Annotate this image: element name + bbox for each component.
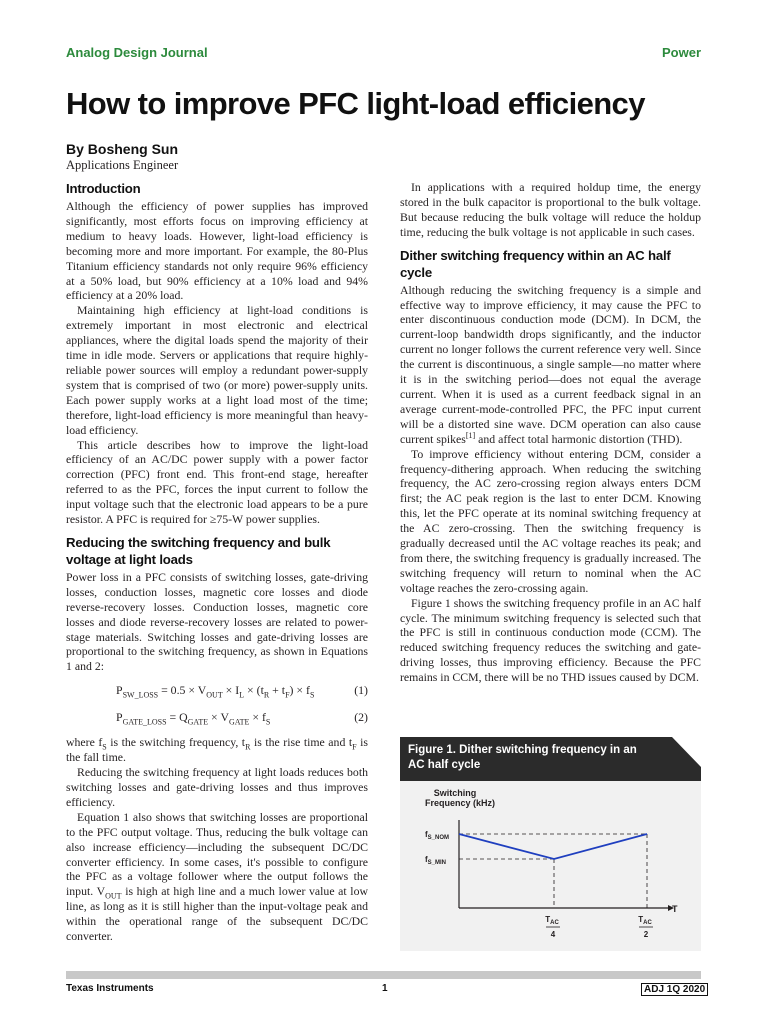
footer-company: Texas Instruments <box>66 983 154 994</box>
heading-dither: Dither switching frequency within an AC half cycle <box>400 247 671 280</box>
y-axis-label-line2: Frequency (kHz) <box>424 798 496 808</box>
author-role: Applications Engineer <box>66 158 179 172</box>
page-number: 1 <box>382 983 388 994</box>
y-axis-label-line1: Switching <box>433 788 477 798</box>
paragraph: This article describes how to improve the light-load efficiency of an AC/DC power supply with a power factor correction (PFC) front end. This front-end stage, hereafter referred to as the PFC, forces the input current to follow the input voltage such that the electronic load appears to be a pure resistor. A PFC is required for ≥75-W power supplies. <box>66 437 368 527</box>
figure-caption: Figure 1. Dither switching frequency in an AC half cycle <box>400 737 664 781</box>
column-left <box>66 180 368 944</box>
x-tick-tac-quarter-num: $T_{AC}$ <box>545 915 559 926</box>
article-title: How to improve PFC light-load efficiency <box>66 86 645 121</box>
frequency-profile-line <box>459 834 647 859</box>
equation-2: $P_{GATE\_LOSS} = Q_{GATE} \times V_{GATE} \times f_S$ (2) <box>116 710 368 727</box>
figure-1 <box>400 781 701 951</box>
x-tick-tac-quarter-den: 4 <box>550 930 556 939</box>
paragraph: where $f_S$ is the switching frequency, $t_R$ is the rise time and $t_F$ is the fall time. <box>66 735 368 765</box>
journal-name: Analog Design Journal <box>66 45 208 60</box>
paragraph: In applications with a required holdup time, the energy stored in the bulk capacitor is proportional to the bulk voltage. But because reducing the bulk voltage will reduce the holdup time, reducing the bulk voltage is not applicable in such cases. <box>400 180 701 239</box>
y-tick-fs-nom: $f_{S\_NOM}$ <box>425 830 450 841</box>
paragraph: Power loss in a PFC consists of switching losses, gate-driving losses, conduction losses, magnetic core losses and diode reverse-recovery losses. Conduction losses, magnetic core losses and diode reverse-recovery losses are related to power-stage materials. Switching losses and gate-driving losses are proportional to the switching frequency, as shown in Equations 1 and 2: <box>66 569 368 674</box>
section-name: Power <box>661 45 701 60</box>
caption-corner-decoration <box>664 737 701 781</box>
paragraph: Reducing the switching frequency at light loads reduces both switching losses and gate-driving losses and thus improves efficiency. <box>66 765 368 809</box>
paragraph: Maintaining high efficiency at light-load conditions is extremely important in most electronic and electrical appliances, where the digital loads spend the majority of their time in idle mode. Servers or applications that require highly-reliable power sources will employ a redundant power-supply system that is comprised of two (or more) power-supply units. Each power supply works at a light load most of the time; therefore, light-load efficiency is more meaningful than heavy-load efficiency. <box>66 303 368 437</box>
paragraph: Although the efficiency of power supplies has improved significantly, most efforts focus on improving efficiency at medium to heavy loads. However, light-load efficiency is becoming more and more important. For example, the 80-Plus Titanium efficiency standards not only require 96% efficiency at a 50% load, but 90% efficiency at a 10% load and 94% efficiency at a 20% load. <box>66 199 368 303</box>
paragraph: To improve efficiency without entering DCM, consider a frequency-dithering approach. When reducing the switching frequency, the AC zero-crossing region always enters DCM first; the AC peak region is the last to enter DCM. Knowing this, let the PFC operate at its nominal switching frequency at the AC zero-crossing. Then the switching frequency is gradually decreased until the AC voltage reaches its peak; and from there, the switching frequency is gradually increased. The switching frequency will return to nominal when the AC voltage reaches the zero-crossing again. <box>400 446 701 595</box>
heading-introduction: Introduction <box>66 181 141 196</box>
equation-number: (2) <box>354 710 368 725</box>
author-name: By Bosheng Sun <box>66 141 179 157</box>
x-axis-label: T <box>672 904 678 914</box>
reference-mark: [1] <box>465 430 476 440</box>
issue-label: ADJ 1Q 2020 <box>641 983 708 996</box>
heading-reducing: Reducing the switching frequency and bulk voltage at light loads <box>66 534 331 567</box>
equation-1: $P_{SW\_LOSS} = 0.5 \times V_{OUT} \times I_L \times (t_R + t_F) \times f_S$ (1) <box>116 683 368 700</box>
frequency-chart <box>400 781 701 951</box>
footer-bar <box>66 971 701 979</box>
x-tick-tac-half-den: 2 <box>643 930 649 939</box>
x-tick-tac-half-num: $T_{AC}$ <box>638 915 652 926</box>
paragraph: Although reducing the switching frequency is a simple and effective way to improve efficiency, it may cause the PFC to enter discontinuous conduction mode (DCM). In DCM, the current-loop bandwidth drops significantly, and the inductor current no longer follows the current reference very well. Since the current is discontinuous, a single sample—no matter where it is in the switching period—does not equal the average current. When it is used as a current feedback signal in an average current-mode-controlled PFC, the PFC input current will be a distorted sine wave. DCM operation can also cause current spikes[1] and affect total harmonic distortion (THD). <box>400 282 701 446</box>
equation-number: (1) <box>354 683 368 698</box>
paragraph: Equation 1 also shows that switching losses are proportional to the PFC output voltage. Thus, reducing the bulk voltage can also increase efficiency—including the subsequent DC/DC converter efficiency. In some cases, it's possible to configure the PFC as a voltage follower where the output follows the input. $V_{OUT}$ is high at high line and a much lower value at low line, as long as it is still higher than the input-voltage peak and within the operational range of the subsequent DC/DC converter. <box>66 809 368 944</box>
y-tick-fs-min: $f_{S\_MIN}$ <box>425 855 447 866</box>
column-right <box>400 180 701 685</box>
paragraph: Figure 1 shows the switching frequency profile in an AC half cycle. The minimum switching frequency is selected such that the PFC is still in continuous conduction mode (CCM). The reduced switching frequency reduces the switching and gate-driving losses, thus improving efficiency. Because the PFC remains in CCM, there will be no THD issues caused by DCM. <box>400 595 701 685</box>
